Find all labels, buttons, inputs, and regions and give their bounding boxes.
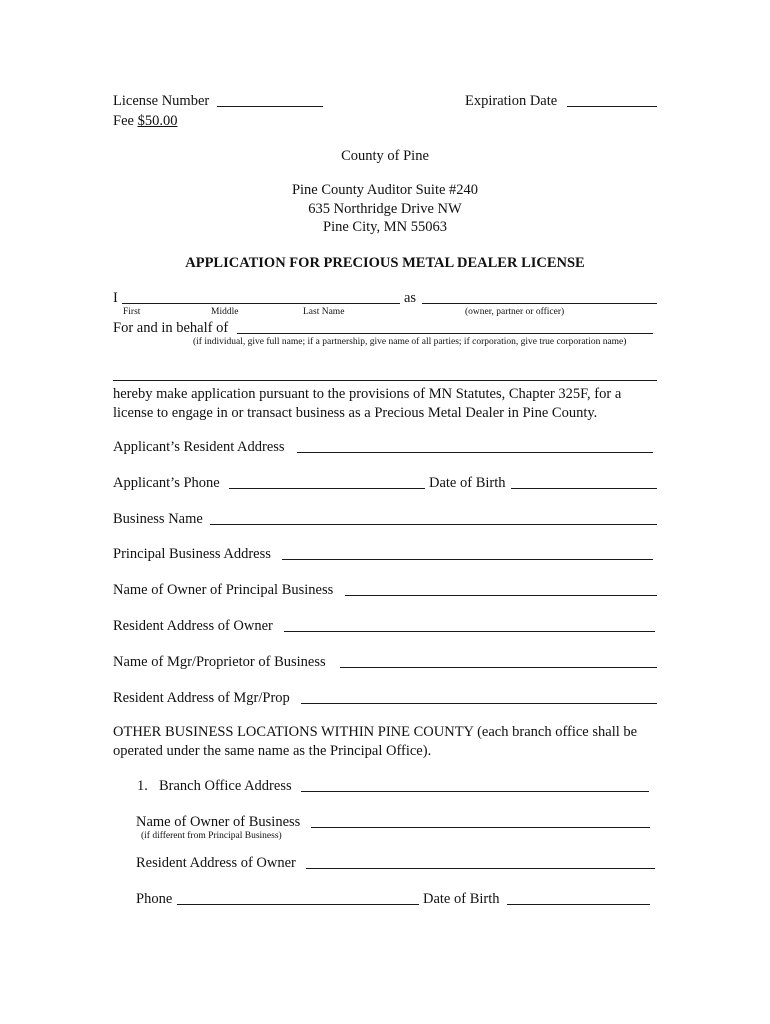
- branch-owner-address-field[interactable]: [306, 868, 655, 869]
- expiration-date-field[interactable]: [567, 106, 657, 107]
- principal-address-field[interactable]: [282, 559, 653, 560]
- application-statement: hereby make application pursuant to the provisions of MN Statutes, Chapter 325F, for a license to engage in or transact business as a Precious Metal Dealer in Pine County.: [113, 386, 622, 421]
- city-state-zip: Pine City, MN 55063: [323, 219, 447, 235]
- fee-label: [113, 113, 177, 130]
- fee-label-text: Fee: [113, 113, 138, 129]
- expiration-date-label: Expiration Date: [465, 93, 558, 109]
- first-name-caption: First: [123, 307, 141, 317]
- branch-phone-label: Phone: [136, 891, 173, 907]
- branch-address-label: Branch Office Address: [159, 778, 292, 794]
- owner-name-label: Name of Owner of Principal Business: [113, 582, 334, 598]
- last-name-caption: Last Name: [303, 307, 345, 317]
- branch-owner-name-label: Name of Owner of Business: [136, 814, 301, 830]
- county-name: County of Pine: [341, 148, 429, 164]
- branch-dob-field[interactable]: [507, 904, 650, 905]
- behalf-continuation-field[interactable]: [113, 380, 657, 381]
- applicant-name-field[interactable]: [122, 303, 400, 304]
- branch-owner-address-label: Resident Address of Owner: [136, 855, 296, 871]
- applicant-i-label: I: [113, 290, 118, 306]
- applicant-phone-field[interactable]: [229, 488, 425, 489]
- applicant-phone-label: Applicant’s Phone: [113, 475, 220, 491]
- behalf-caption: (if individual, give full name; if a partnership, give name of all parties; if corporation, give true corporation name): [193, 337, 627, 347]
- applicant-role-field[interactable]: [422, 303, 657, 304]
- owner-address-label: Resident Address of Owner: [113, 618, 273, 634]
- branch-address-field[interactable]: [301, 791, 649, 792]
- branch-phone-field[interactable]: [177, 904, 419, 905]
- applicant-as-label: as: [404, 290, 417, 306]
- middle-name-caption: Middle: [211, 307, 239, 317]
- resident-address-label: Applicant’s Resident Address: [113, 439, 285, 455]
- other-locations-heading: OTHER BUSINESS LOCATIONS WITHIN PINE COUNTY (each branch office shall be operated under the same name as the Principal Office).: [113, 724, 638, 759]
- date-of-birth-label: Date of Birth: [429, 475, 506, 491]
- form-title: APPLICATION FOR PRECIOUS METAL DEALER LICENSE: [185, 255, 585, 271]
- license-number-field[interactable]: [217, 106, 323, 107]
- date-of-birth-field[interactable]: [511, 488, 657, 489]
- mgr-address-field[interactable]: [301, 703, 657, 704]
- role-caption: (owner, partner or officer): [465, 307, 565, 317]
- mgr-name-label: Name of Mgr/Proprietor of Business: [113, 654, 326, 670]
- behalf-label: For and in behalf of: [113, 320, 229, 336]
- branch-owner-name-field[interactable]: [311, 827, 650, 828]
- branch-owner-caption: (if different from Principal Business): [141, 831, 282, 841]
- auditor-office: Pine County Auditor Suite #240: [291, 182, 479, 198]
- resident-address-field[interactable]: [297, 452, 653, 453]
- street-address: 635 Northridge Drive NW: [308, 201, 462, 217]
- fee-amount: $50.00: [137, 113, 178, 129]
- business-name-label: Business Name: [113, 511, 203, 527]
- behalf-field[interactable]: [237, 333, 653, 334]
- mgr-address-label: Resident Address of Mgr/Prop: [113, 690, 290, 706]
- owner-address-field[interactable]: [284, 631, 655, 632]
- business-name-field[interactable]: [210, 524, 657, 525]
- owner-name-field[interactable]: [345, 595, 657, 596]
- mgr-name-field[interactable]: [340, 667, 657, 668]
- branch-number: 1.: [137, 778, 148, 794]
- license-number-label: License Number: [113, 93, 210, 109]
- branch-dob-label: Date of Birth: [423, 891, 500, 907]
- principal-address-label: Principal Business Address: [113, 546, 271, 562]
